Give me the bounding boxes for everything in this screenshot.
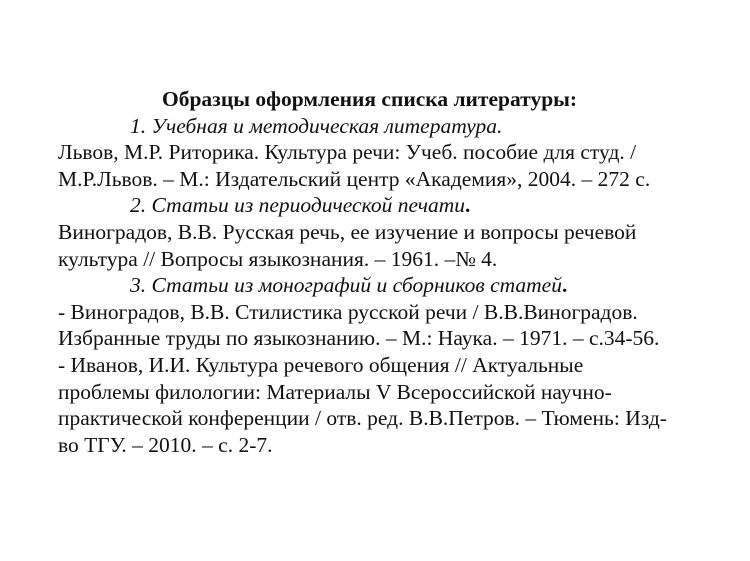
entry-line: - Виноградов, В.В. Стилистика русской речи / В.В.Виноградов.	[58, 299, 638, 324]
entry-line: во ТГУ. – 2010. – с. 2-7.	[58, 432, 273, 457]
entry-line: проблемы филологии: Материалы V Всероссийской научно-	[58, 379, 612, 404]
entry-line: Львов, М.Р. Риторика. Культура речи: Учеб. пособие для студ. /	[58, 140, 637, 165]
section-heading-textbooks: 1. Учебная и методическая литература.	[130, 113, 503, 138]
section-heading-text: 2. Статьи из периодической печати	[130, 193, 465, 218]
section-heading-text: 3. Статьи из монографий и сборников статей	[130, 273, 562, 298]
page-title: Образцы оформления списка литературы:	[162, 87, 578, 111]
entry-line: практической конференции / отв. ред. В.В.Петров. – Тюмень: Изд-	[58, 406, 667, 431]
section-heading-periodicals	[58, 192, 728, 219]
bibliography-content	[58, 86, 728, 458]
entry-line: Виноградов, В.В. Русская речь, ее изучение и вопросы речевой	[58, 219, 637, 244]
entry-line: М.Р.Львов. – М.: Издательский центр «Академия», 2004. – 272 с.	[58, 166, 651, 191]
section-heading-monographs	[58, 272, 728, 299]
section-heading-period: .	[561, 273, 568, 298]
section-heading-period: .	[464, 193, 471, 218]
entry-line: культура // Вопросы языкознания. – 1961. –№ 4.	[58, 246, 498, 271]
entry-line: - Иванов, И.И. Культура речевого общения // Актуальные	[58, 352, 584, 377]
entry-line: Избранные труды по языкознанию. – М.: Наука. – 1971. – с.34-56.	[58, 326, 660, 351]
